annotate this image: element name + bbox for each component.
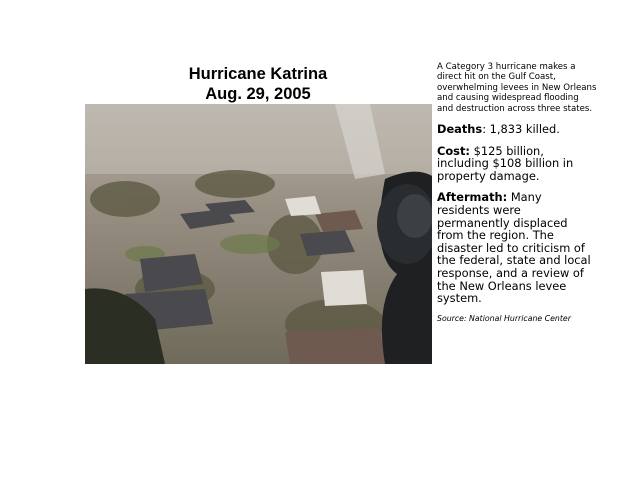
info-panel — [437, 62, 597, 323]
fact-text: 1,833 killed. — [489, 122, 560, 137]
intro-text: A Category 3 hurricane makes a direct hit on the Gulf Coast, overwhelming levees in New Orleans and causing widespread flooding and destruction across three states. — [437, 62, 597, 114]
fact-label: Cost: — [437, 143, 470, 158]
title-line-1: Hurricane Katrina — [188, 65, 328, 83]
fact-cost — [437, 145, 597, 183]
title-line-2: Aug. 29, 2005 — [205, 85, 311, 103]
fact-separator: : — [482, 122, 490, 137]
slide-title — [148, 64, 368, 104]
fact-label: Deaths — [437, 122, 483, 137]
aerial-photo-illustration — [85, 104, 432, 364]
fact-aftermath — [437, 191, 597, 304]
fact-deaths — [437, 123, 597, 136]
fact-text: Many residents were permanently displaced from the region. The disaster led to criticism of the federal, state and local response, and a review of the New Orleans levee system. — [437, 190, 591, 306]
fact-text: $125 billion, including $108 billion in property damage. — [437, 143, 574, 183]
fact-label: Aftermath: — [437, 190, 508, 205]
aerial-photo — [85, 104, 432, 364]
source-credit: Source: National Hurricane Center — [437, 313, 571, 323]
